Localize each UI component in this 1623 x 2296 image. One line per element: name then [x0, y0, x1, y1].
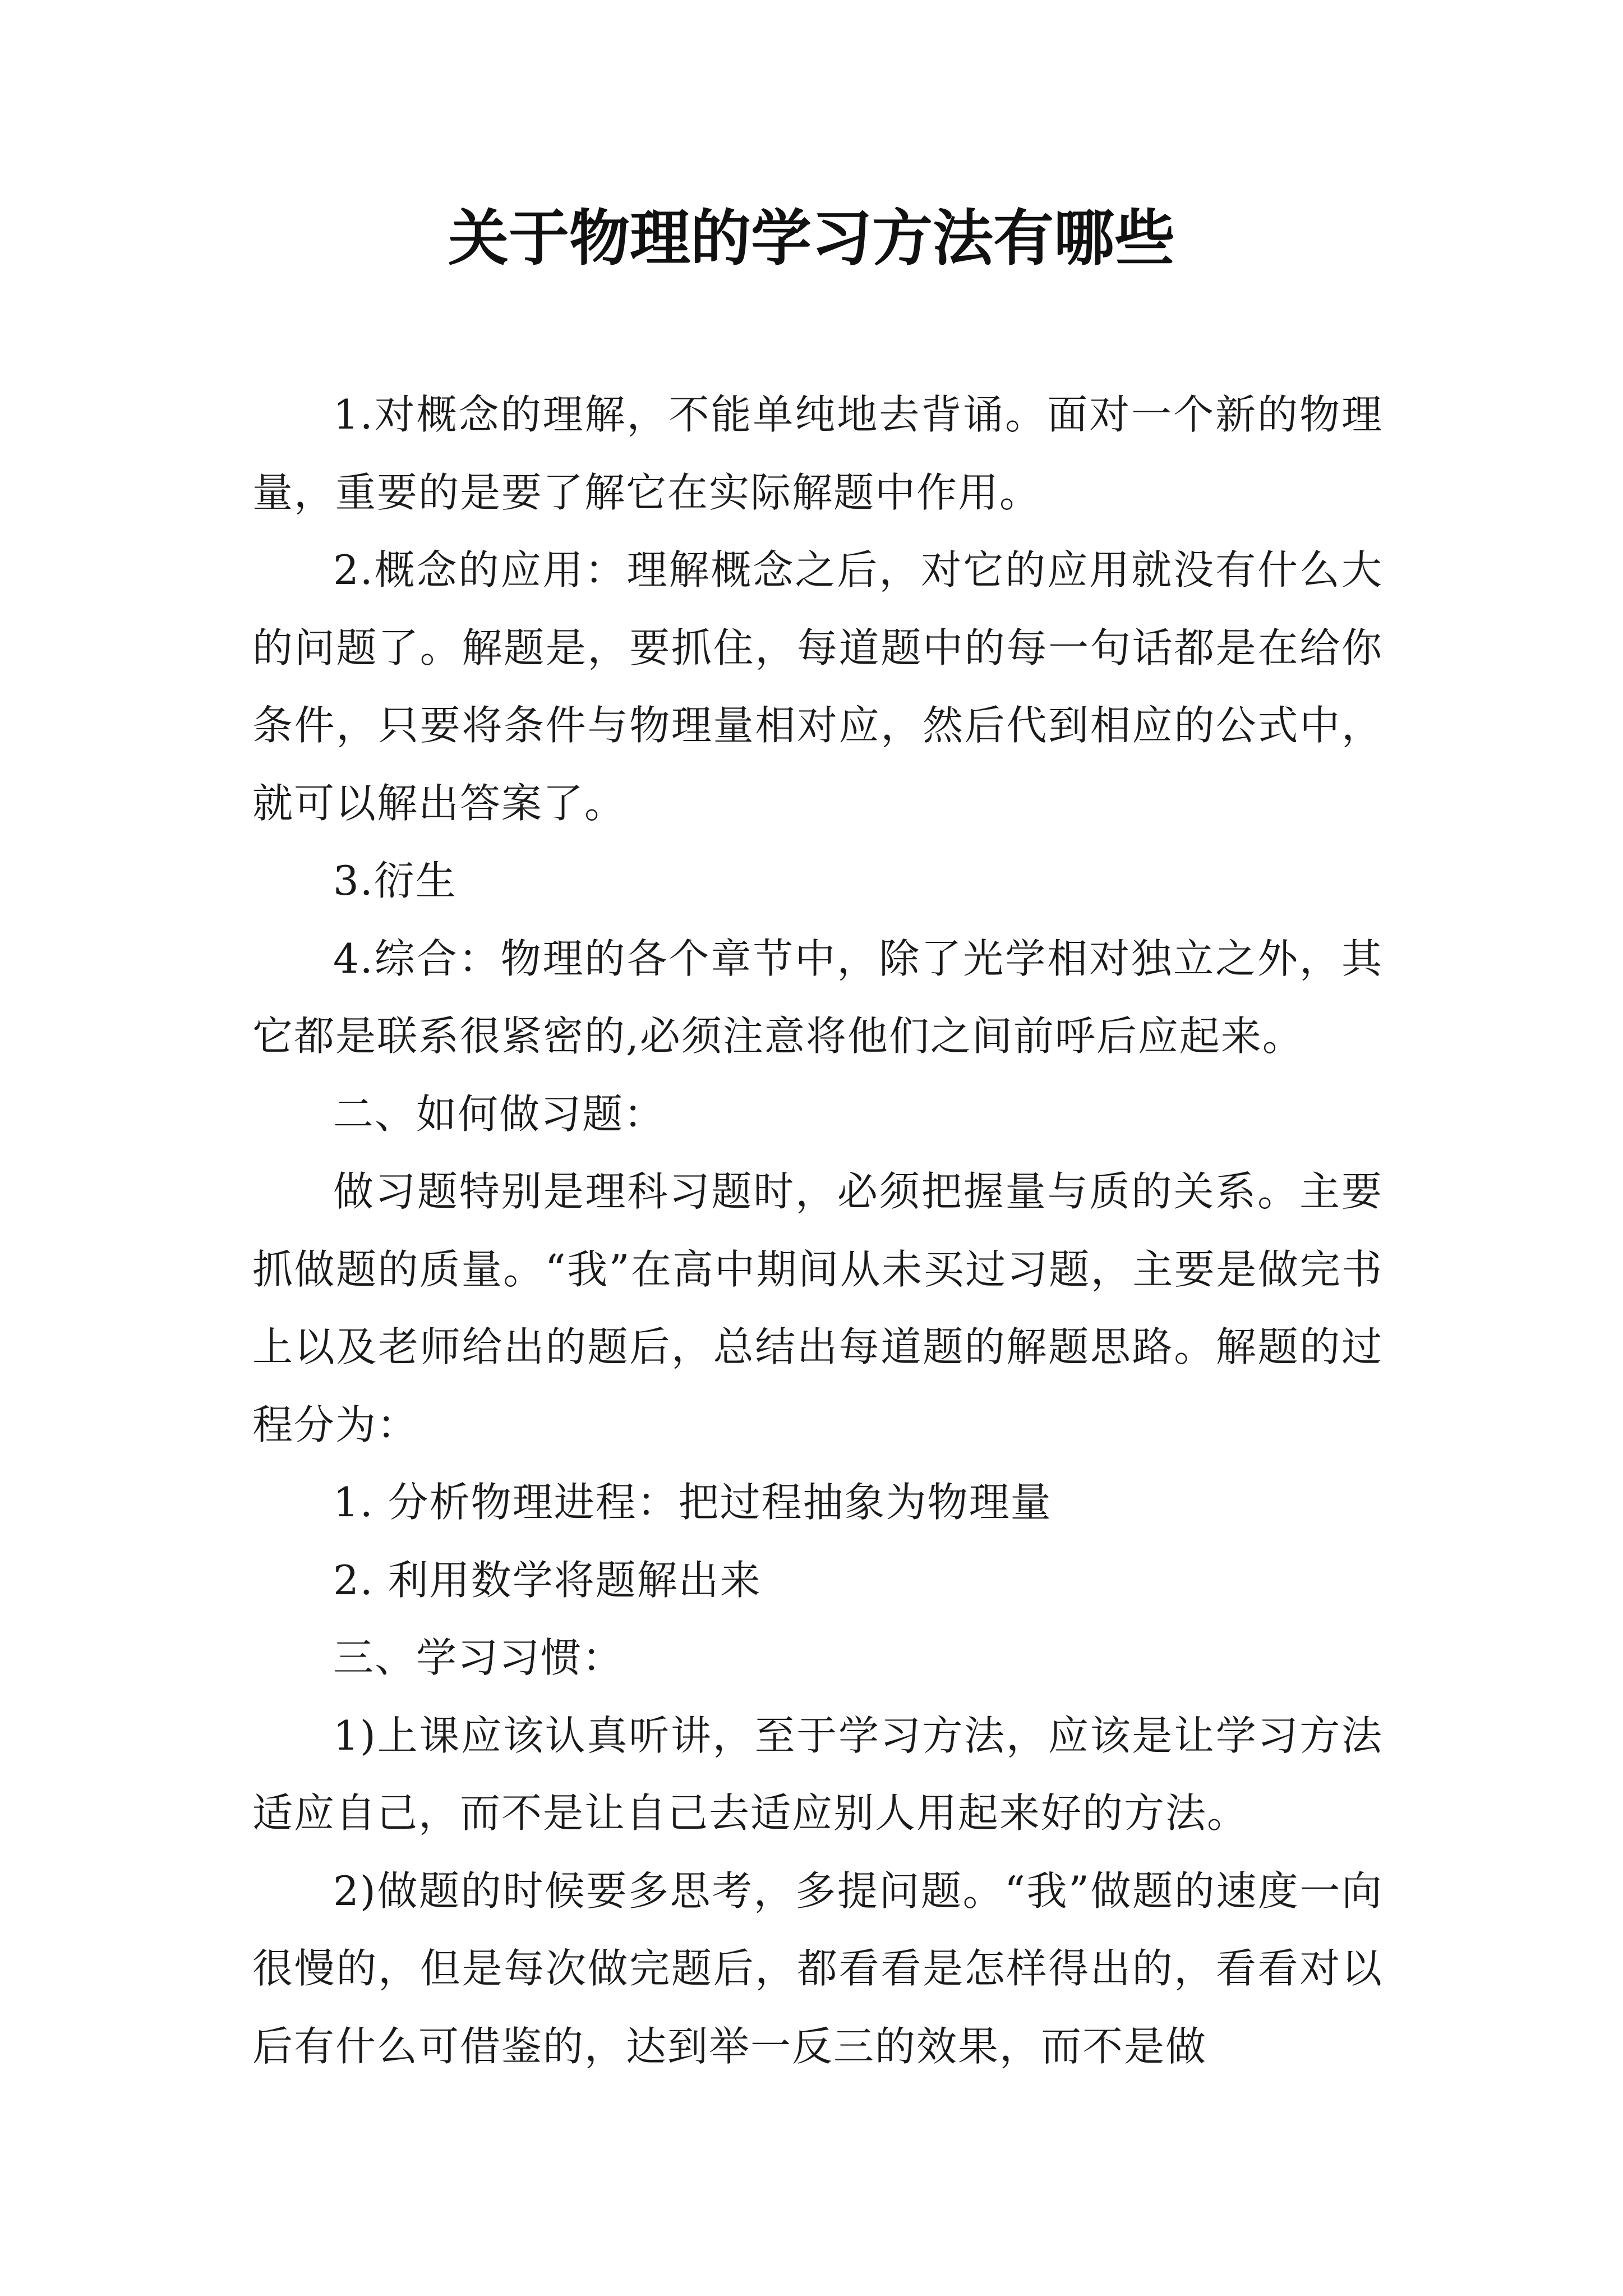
paragraph: 2)做题的时候要多思考，多提问题。“我”做题的速度一向很慢的，但是每次做完题后，都看看是怎样得出的，看看对以后有什么可借鉴的，达到举一反三的效果，而不是做 — [252, 1867, 1383, 2070]
paragraph: 1)上课应该认真听讲，至于学习方法，应该是让学习方法适应自己，而不是让自己去适应别人用起来好的方法。 — [252, 1711, 1383, 1837]
document-body — [252, 376, 1383, 2085]
paragraph: 1.对概念的理解，不能单纯地去背诵。面对一个新的物理量，重要的是要了解它在实际解题中作用。 — [252, 391, 1383, 516]
section-heading: 三、学习习惯： — [333, 1634, 624, 1681]
paragraph: 1. 分析物理进程：把过程抽象为物理量 — [333, 1479, 1052, 1526]
paragraph: 4.综合：物理的各个章节中，除了光学相对独立之外，其它都是联系很紧密的,必须注意将他们之间前呼后应起来。 — [252, 935, 1383, 1060]
paragraph: 2. 利用数学将题解出来 — [333, 1556, 762, 1604]
document-title: 关于物理的学习方法有哪些 — [448, 203, 1175, 274]
paragraph: 2.概念的应用：理解概念之后，对它的应用就没有什么大的问题了。解题是，要抓住，每道题中的每一句话都是在给你条件，只要将条件与物理量相对应，然后代到相应的公式中，就可以解出答案了。 — [252, 546, 1383, 827]
section-heading: 二、如何做习题： — [333, 1090, 666, 1138]
paragraph: 做习题特别是理科习题时，必须把握量与质的关系。主要抓做题的质量。“我”在高中期间从未买过习题，主要是做完书上以及老师给出的题后，总结出每道题的解题思路。解题的过程分为： — [252, 1168, 1383, 1448]
paragraph: 3.衍生 — [333, 857, 457, 904]
